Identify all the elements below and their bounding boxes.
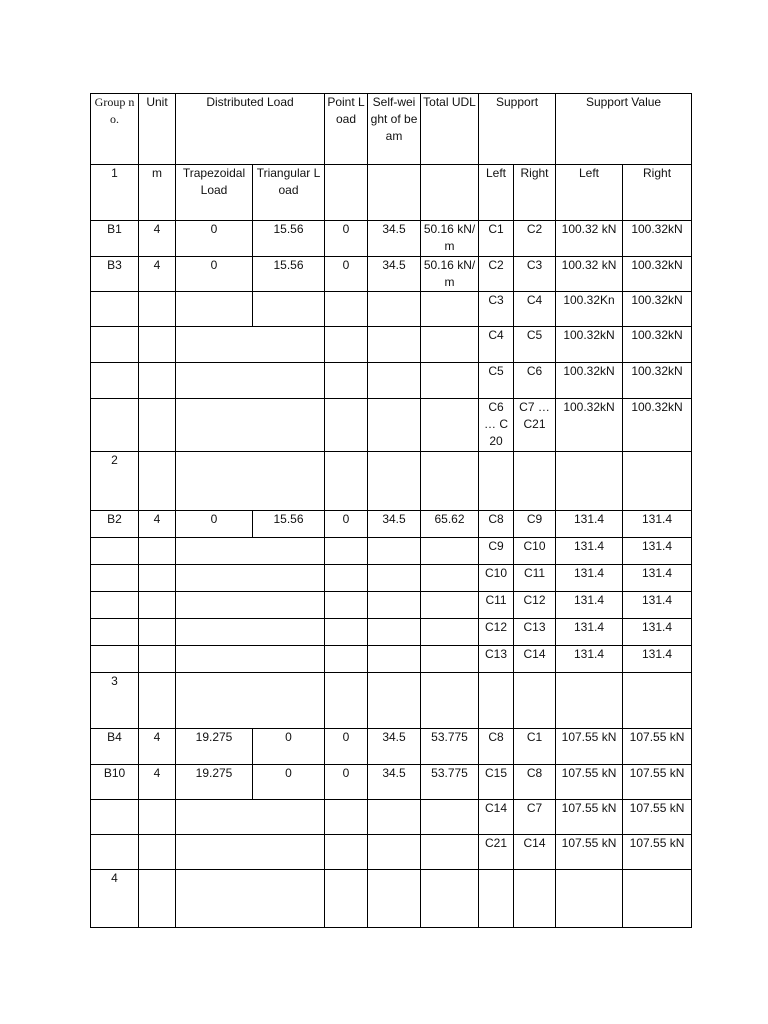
cell-unit: [139, 452, 176, 511]
cell-total-udl: [421, 592, 479, 619]
cell-support-left: [479, 870, 514, 928]
cell-group: [91, 292, 139, 327]
cell-self-weight: 34.5: [368, 221, 421, 257]
cell-value-right: 100.32kN: [623, 327, 692, 363]
cell-support-right: C13: [514, 619, 556, 646]
cell-support-left: C21: [479, 835, 514, 870]
cell-value-left: 131.4: [556, 619, 623, 646]
cell-support-right: C9: [514, 511, 556, 538]
cell-value-right: 131.4: [623, 592, 692, 619]
cell-support-left: C5: [479, 363, 514, 399]
cell-point-load: [325, 399, 368, 452]
subheader-unit: m: [139, 165, 176, 221]
cell-total-udl: [421, 399, 479, 452]
subheader-point-load: [325, 165, 368, 221]
cell-total-udl: 53.775: [421, 729, 479, 765]
cell-value-left: [556, 452, 623, 511]
cell-value-right: [623, 870, 692, 928]
table-row: [91, 399, 692, 452]
header-row: [91, 94, 692, 165]
cell-unit: [139, 835, 176, 870]
cell-value-right: 131.4: [623, 511, 692, 538]
cell-value-right: 107.55 kN: [623, 800, 692, 835]
cell-support-left: C11: [479, 592, 514, 619]
cell-self-weight: 34.5: [368, 729, 421, 765]
cell-distributed-load: [176, 646, 325, 673]
cell-support-right: C14: [514, 646, 556, 673]
header-distributed-load: Distributed Load: [176, 94, 325, 165]
subheader-triangular: Triangular Load: [253, 165, 325, 221]
cell-unit: 4: [139, 221, 176, 257]
header-support: Support: [479, 94, 556, 165]
cell-group: 3: [91, 673, 139, 729]
cell-point-load: [325, 870, 368, 928]
cell-value-left: [556, 870, 623, 928]
cell-trapezoidal-load: 19.275: [176, 729, 253, 765]
cell-value-left: 100.32 kN: [556, 221, 623, 257]
cell-unit: 4: [139, 257, 176, 292]
cell-distributed-load: [176, 592, 325, 619]
table-row: [91, 565, 692, 592]
cell-point-load: [325, 565, 368, 592]
cell-distributed-load: [176, 619, 325, 646]
cell-value-left: 131.4: [556, 538, 623, 565]
cell-group: [91, 565, 139, 592]
cell-group: [91, 538, 139, 565]
cell-support-right: [514, 870, 556, 928]
table-row: [91, 257, 692, 292]
cell-value-left: 107.55 kN: [556, 800, 623, 835]
cell-trapezoidal-load: 0: [176, 221, 253, 257]
cell-total-udl: [421, 327, 479, 363]
cell-distributed-load: [176, 452, 325, 511]
cell-group: [91, 646, 139, 673]
cell-support-left: C14: [479, 800, 514, 835]
subheader-group: 1: [91, 165, 139, 221]
cell-total-udl: [421, 646, 479, 673]
cell-value-left: 100.32kN: [556, 327, 623, 363]
cell-unit: [139, 292, 176, 327]
cell-triangular-load: 15.56: [253, 257, 325, 292]
cell-value-left: 100.32kN: [556, 399, 623, 452]
cell-group: [91, 327, 139, 363]
cell-support-right: C1: [514, 729, 556, 765]
cell-group: B2: [91, 511, 139, 538]
cell-value-right: 100.32kN: [623, 292, 692, 327]
beam-load-table: [90, 93, 692, 928]
cell-unit: [139, 592, 176, 619]
cell-self-weight: [368, 363, 421, 399]
cell-group: [91, 619, 139, 646]
table-row: [91, 765, 692, 800]
cell-unit: [139, 363, 176, 399]
cell-total-udl: [421, 673, 479, 729]
cell-distributed-load: [176, 363, 325, 399]
cell-total-udl: [421, 565, 479, 592]
table-row: [91, 592, 692, 619]
cell-self-weight: [368, 592, 421, 619]
table-row: [91, 363, 692, 399]
cell-self-weight: [368, 835, 421, 870]
cell-trapezoidal-load: [176, 292, 253, 327]
cell-support-left: [479, 673, 514, 729]
cell-value-left: 107.55 kN: [556, 835, 623, 870]
cell-distributed-load: [176, 800, 325, 835]
subheader-row: [91, 165, 692, 221]
cell-self-weight: [368, 327, 421, 363]
cell-value-left: 100.32 kN: [556, 257, 623, 292]
cell-self-weight: [368, 646, 421, 673]
cell-unit: [139, 538, 176, 565]
cell-support-right: C6: [514, 363, 556, 399]
cell-total-udl: 53.775: [421, 765, 479, 800]
cell-point-load: [325, 619, 368, 646]
subheader-value-left: Left: [556, 165, 623, 221]
cell-self-weight: 34.5: [368, 765, 421, 800]
subheader-total-udl: [421, 165, 479, 221]
cell-support-right: C14: [514, 835, 556, 870]
cell-support-right: C4: [514, 292, 556, 327]
cell-group: B1: [91, 221, 139, 257]
cell-distributed-load: [176, 870, 325, 928]
cell-support-right: C7 … C21: [514, 399, 556, 452]
table-row: [91, 327, 692, 363]
cell-value-right: 107.55 kN: [623, 729, 692, 765]
cell-self-weight: [368, 538, 421, 565]
cell-unit: [139, 870, 176, 928]
cell-value-right: 131.4: [623, 646, 692, 673]
cell-triangular-load: 0: [253, 765, 325, 800]
cell-support-right: C5: [514, 327, 556, 363]
subheader-trapezoidal: Trapezoidal Load: [176, 165, 253, 221]
cell-support-left: C6 … C20: [479, 399, 514, 452]
cell-triangular-load: [253, 292, 325, 327]
cell-support-right: C2: [514, 221, 556, 257]
cell-value-left: 131.4: [556, 565, 623, 592]
cell-point-load: [325, 592, 368, 619]
cell-unit: 4: [139, 729, 176, 765]
table-row: [91, 452, 692, 511]
cell-support-right: C12: [514, 592, 556, 619]
cell-group: B4: [91, 729, 139, 765]
cell-self-weight: [368, 399, 421, 452]
cell-value-right: 107.55 kN: [623, 765, 692, 800]
cell-support-left: C10: [479, 565, 514, 592]
cell-self-weight: [368, 800, 421, 835]
cell-distributed-load: [176, 673, 325, 729]
cell-self-weight: [368, 619, 421, 646]
cell-unit: [139, 800, 176, 835]
cell-total-udl: [421, 870, 479, 928]
cell-value-left: 131.4: [556, 592, 623, 619]
cell-unit: 4: [139, 765, 176, 800]
cell-value-right: 100.32kN: [623, 221, 692, 257]
cell-trapezoidal-load: 0: [176, 511, 253, 538]
header-support-value: Support Value: [556, 94, 692, 165]
cell-total-udl: [421, 292, 479, 327]
header-unit: Unit: [139, 94, 176, 165]
cell-total-udl: [421, 800, 479, 835]
cell-distributed-load: [176, 565, 325, 592]
cell-value-left: 107.55 kN: [556, 765, 623, 800]
cell-group: 2: [91, 452, 139, 511]
cell-point-load: [325, 835, 368, 870]
cell-value-right: 131.4: [623, 565, 692, 592]
cell-support-left: C13: [479, 646, 514, 673]
cell-unit: [139, 646, 176, 673]
cell-distributed-load: [176, 399, 325, 452]
table-row: [91, 292, 692, 327]
cell-triangular-load: 15.56: [253, 511, 325, 538]
cell-support-right: C7: [514, 800, 556, 835]
table-row: [91, 646, 692, 673]
table-row: [91, 538, 692, 565]
cell-point-load: [325, 363, 368, 399]
cell-point-load: 0: [325, 257, 368, 292]
header-group-no: Group no.: [91, 94, 139, 165]
cell-point-load: 0: [325, 221, 368, 257]
cell-total-udl: 50.16 kN/m: [421, 257, 479, 292]
cell-support-right: [514, 673, 556, 729]
cell-trapezoidal-load: 19.275: [176, 765, 253, 800]
cell-value-left: 100.32Kn: [556, 292, 623, 327]
cell-group: B10: [91, 765, 139, 800]
cell-point-load: [325, 292, 368, 327]
cell-point-load: 0: [325, 511, 368, 538]
cell-support-left: C3: [479, 292, 514, 327]
cell-value-left: 107.55 kN: [556, 729, 623, 765]
subheader-support-right: Right: [514, 165, 556, 221]
cell-support-right: C3: [514, 257, 556, 292]
cell-support-left: C1: [479, 221, 514, 257]
table-row: [91, 673, 692, 729]
table-row: [91, 619, 692, 646]
cell-value-right: 107.55 kN: [623, 835, 692, 870]
cell-support-left: C2: [479, 257, 514, 292]
table-row: [91, 800, 692, 835]
cell-group: [91, 399, 139, 452]
cell-point-load: [325, 673, 368, 729]
cell-support-left: C8: [479, 511, 514, 538]
cell-self-weight: [368, 870, 421, 928]
subheader-value-right: Right: [623, 165, 692, 221]
cell-self-weight: 34.5: [368, 257, 421, 292]
cell-group: [91, 363, 139, 399]
cell-support-right: C10: [514, 538, 556, 565]
cell-value-right: [623, 452, 692, 511]
cell-value-left: 131.4: [556, 646, 623, 673]
subheader-support-left: Left: [479, 165, 514, 221]
cell-value-left: [556, 673, 623, 729]
table-row: [91, 835, 692, 870]
cell-support-right: [514, 452, 556, 511]
cell-triangular-load: 0: [253, 729, 325, 765]
cell-group: [91, 835, 139, 870]
cell-total-udl: [421, 619, 479, 646]
cell-point-load: [325, 538, 368, 565]
cell-support-left: C4: [479, 327, 514, 363]
table-body: [91, 94, 692, 928]
cell-unit: [139, 327, 176, 363]
cell-total-udl: [421, 452, 479, 511]
cell-total-udl: [421, 835, 479, 870]
cell-trapezoidal-load: 0: [176, 257, 253, 292]
cell-point-load: 0: [325, 765, 368, 800]
cell-self-weight: 34.5: [368, 511, 421, 538]
header-self-weight: Self-weight of beam: [368, 94, 421, 165]
cell-support-left: C15: [479, 765, 514, 800]
cell-support-left: C8: [479, 729, 514, 765]
cell-unit: [139, 565, 176, 592]
table-row: [91, 870, 692, 928]
cell-distributed-load: [176, 538, 325, 565]
cell-group: 4: [91, 870, 139, 928]
cell-group: [91, 592, 139, 619]
cell-self-weight: [368, 292, 421, 327]
cell-point-load: [325, 452, 368, 511]
cell-value-right: 100.32kN: [623, 399, 692, 452]
cell-total-udl: [421, 538, 479, 565]
cell-unit: [139, 399, 176, 452]
cell-triangular-load: 15.56: [253, 221, 325, 257]
cell-value-right: [623, 673, 692, 729]
cell-unit: [139, 619, 176, 646]
cell-value-right: 131.4: [623, 619, 692, 646]
cell-support-right: C8: [514, 765, 556, 800]
cell-point-load: [325, 800, 368, 835]
cell-value-right: 100.32kN: [623, 257, 692, 292]
header-total-udl: Total UDL: [421, 94, 479, 165]
cell-point-load: [325, 327, 368, 363]
cell-value-left: 100.32kN: [556, 363, 623, 399]
cell-point-load: [325, 646, 368, 673]
cell-support-left: C9: [479, 538, 514, 565]
cell-distributed-load: [176, 327, 325, 363]
header-point-load: Point Load: [325, 94, 368, 165]
cell-group: B3: [91, 257, 139, 292]
cell-distributed-load: [176, 835, 325, 870]
cell-unit: [139, 673, 176, 729]
cell-value-right: 131.4: [623, 538, 692, 565]
cell-total-udl: 50.16 kN/m: [421, 221, 479, 257]
table-row: [91, 729, 692, 765]
cell-support-right: C11: [514, 565, 556, 592]
cell-self-weight: [368, 673, 421, 729]
cell-point-load: 0: [325, 729, 368, 765]
cell-value-right: 100.32kN: [623, 363, 692, 399]
table-row: [91, 511, 692, 538]
table-row: [91, 221, 692, 257]
cell-total-udl: [421, 363, 479, 399]
cell-unit: 4: [139, 511, 176, 538]
cell-group: [91, 800, 139, 835]
cell-self-weight: [368, 452, 421, 511]
cell-support-left: C12: [479, 619, 514, 646]
cell-support-left: [479, 452, 514, 511]
cell-value-left: 131.4: [556, 511, 623, 538]
cell-total-udl: 65.62: [421, 511, 479, 538]
subheader-self-weight: [368, 165, 421, 221]
cell-self-weight: [368, 565, 421, 592]
